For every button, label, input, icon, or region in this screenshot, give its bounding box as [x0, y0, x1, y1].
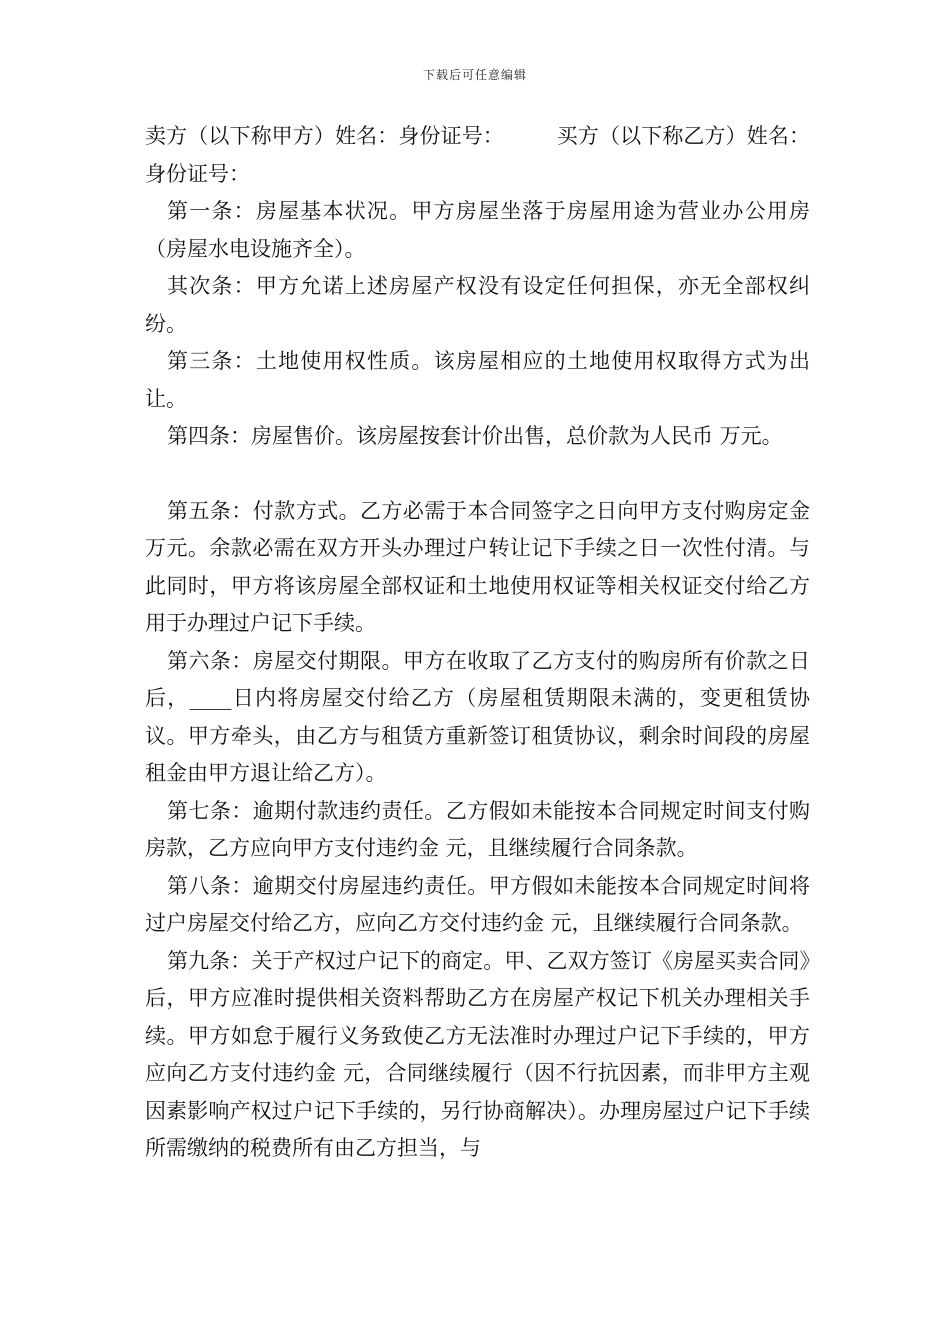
page-header-note: 下载后可任意编辑 [422, 68, 527, 82]
paragraph-article-4: 第四条：房屋售价。该房屋按套计价出售，总价款为人民币 万元。 [167, 424, 783, 448]
paragraph-parties: 卖方（以下称甲方）姓名：身份证号： 买方（以下称乙方）姓名：身份证号： [145, 124, 810, 186]
paragraph-article-2: 其次条：甲方允诺上述房屋产权没有设定任何担保，亦无全部权纠纷。 [145, 274, 810, 336]
paragraph-article-3: 第三条：土地使用权性质。该房屋相应的土地使用权取得方式为出让。 [145, 349, 810, 411]
paragraph-article-1: 第一条：房屋基本状况。甲方房屋坐落于房屋用途为营业办公用房（房屋水电设施齐全）。 [145, 199, 810, 261]
paragraph-article-9: 第九条：关于产权过户记下的商定。甲、乙双方签订《房屋买卖合同》后，甲方应准时提供相关资料帮助乙方在房屋产权记下机关办理相关手续。甲方如怠于履行义务致使乙方无法准时办理过户记下手续的，甲方应向乙方支付违约金 元，合同继续履行（因不行抗因素，而非甲方主观因素影响产权过户记下手续的，另行协商解决）。办理房屋过户记下手续所需缴纳的税费所有由乙方担当，与 [145, 948, 810, 1160]
contract-body [145, 118, 810, 1168]
paragraph-article-8: 第八条：逾期交付房屋违约责任。甲方假如未能按本合同规定时间将过户房屋交付给乙方，应向乙方交付违约金 元，且继续履行合同条款。 [145, 873, 810, 935]
paragraph-article-5: 第五条：付款方式。乙方必需于本合同签字之日向甲方支付购房定金 万元。余款必需在双方开头办理过户转让记下手续之日一次性付清。与此同时，甲方将该房屋全部权证和土地使用权证等相关权证交付给乙方用于办理过户记下手续。 [145, 498, 810, 635]
paragraph-article-6: 第六条：房屋交付期限。甲方在收取了乙方支付的购房所有价款之日后，____日内将房屋交付给乙方（房屋租赁期限未满的，变更租赁协议。甲方牵头，由乙方与租赁方重新签订租赁协议，剩余时间段的房屋租金由甲方退让给乙方）。 [145, 648, 810, 785]
paragraph-article-7: 第七条：逾期付款违约责任。乙方假如未能按本合同规定时间支付购房款，乙方应向甲方支付违约金 元，且继续履行合同条款。 [145, 798, 810, 860]
